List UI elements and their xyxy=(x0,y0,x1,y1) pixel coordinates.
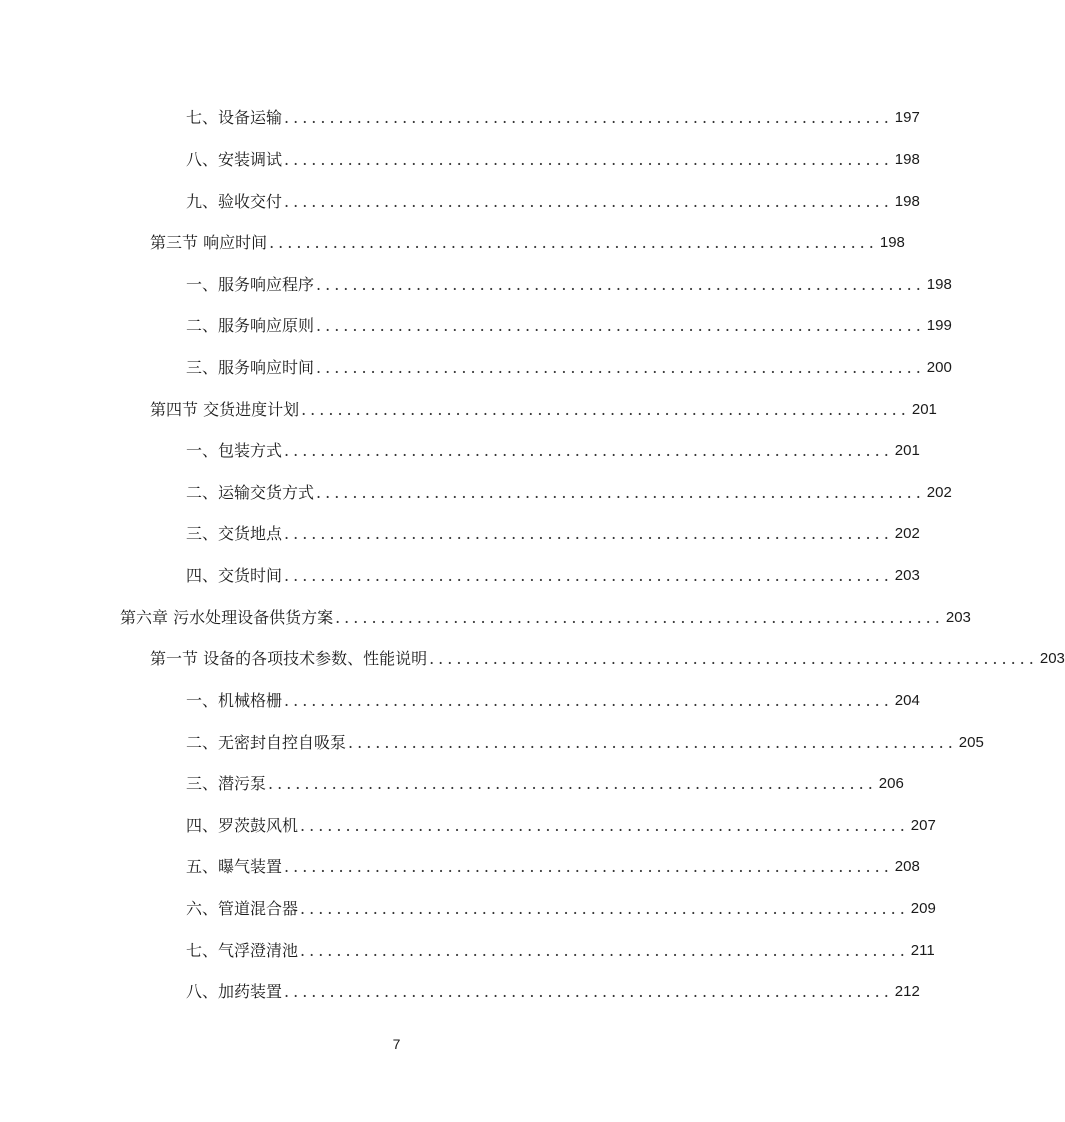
toc-leader-dots: ................................................................... xyxy=(284,150,893,169)
toc-leader-dots: ................................................................... xyxy=(335,608,944,627)
toc-leader-dots: ................................................................... xyxy=(284,982,893,1001)
toc-entry[interactable] xyxy=(186,891,936,919)
toc-entry[interactable] xyxy=(186,184,920,212)
toc-entry-page: 203 xyxy=(945,609,971,626)
toc-entry-page: 204 xyxy=(894,692,920,709)
toc-entry-page: 201 xyxy=(894,442,920,459)
toc-entry-page: 198 xyxy=(879,234,905,251)
toc-entry[interactable] xyxy=(186,433,920,461)
toc-entry-page: 206 xyxy=(878,775,904,792)
toc-entry-title: 八、安装调试 xyxy=(186,150,283,169)
toc-entry-title: 第一节 设备的各项技术参数、性能说明 xyxy=(150,649,428,668)
toc-entry[interactable] xyxy=(186,558,920,586)
toc-entry-page: 200 xyxy=(926,359,952,376)
toc-entry[interactable] xyxy=(186,808,936,836)
toc-leader-dots: ................................................................... xyxy=(284,691,893,710)
toc-leader-dots: ................................................................... xyxy=(316,316,925,335)
toc-entry[interactable] xyxy=(120,600,971,628)
toc-entry[interactable] xyxy=(150,392,937,420)
toc-entry-title: 五、曝气装置 xyxy=(186,857,283,876)
toc-entry-page: 199 xyxy=(926,317,952,334)
toc-entry-title: 第六章 污水处理设备供货方案 xyxy=(120,608,334,627)
toc-leader-dots: ................................................................... xyxy=(316,358,925,377)
toc-entry-title: 一、包装方式 xyxy=(186,441,283,460)
toc-entry[interactable] xyxy=(150,225,905,253)
toc-entry[interactable] xyxy=(186,475,952,503)
toc-entry-title: 七、气浮澄清池 xyxy=(186,941,299,960)
toc-entry-page: 202 xyxy=(894,525,920,542)
toc-entry-page: 203 xyxy=(894,567,920,584)
toc-leader-dots: ................................................................... xyxy=(300,899,909,918)
toc-leader-dots: ................................................................... xyxy=(429,649,1038,668)
toc-entry-page: 198 xyxy=(894,151,920,168)
toc-entry[interactable] xyxy=(186,725,984,753)
toc-leader-dots: ................................................................... xyxy=(301,400,910,419)
toc-leader-dots: ................................................................... xyxy=(284,566,893,585)
toc-entry-title: 三、潜污泵 xyxy=(186,774,267,793)
toc-entry-title: 一、服务响应程序 xyxy=(186,275,315,294)
toc-entry-title: 第三节 响应时间 xyxy=(150,233,268,252)
toc-entry-page: 208 xyxy=(894,858,920,875)
toc-entry-title: 四、罗茨鼓风机 xyxy=(186,816,299,835)
toc-entry-page: 197 xyxy=(894,109,920,126)
toc-entry-page: 201 xyxy=(911,401,937,418)
toc-entry-title: 第四节 交货进度计划 xyxy=(150,400,300,419)
toc-leader-dots: ................................................................... xyxy=(284,192,893,211)
toc-entry-page: 202 xyxy=(926,484,952,501)
toc-entry-title: 三、交货地点 xyxy=(186,524,283,543)
toc-entry[interactable] xyxy=(186,766,904,794)
toc-entry-page: 209 xyxy=(910,900,936,917)
toc-leader-dots: ................................................................... xyxy=(284,108,893,127)
toc-entry[interactable] xyxy=(186,974,920,1002)
toc-entry-page: 211 xyxy=(910,942,935,959)
toc-entry-page: 198 xyxy=(894,193,920,210)
toc-entry[interactable] xyxy=(186,683,920,711)
toc-entry-page: 203 xyxy=(1039,650,1065,667)
toc-entry-title: 二、服务响应原则 xyxy=(186,316,315,335)
toc-leader-dots: ................................................................... xyxy=(268,774,877,793)
toc-entry-title: 九、验收交付 xyxy=(186,192,283,211)
toc-leader-dots: ................................................................... xyxy=(316,483,925,502)
toc-entry-title: 六、管道混合器 xyxy=(186,899,299,918)
toc-entry-title: 二、无密封自控自吸泵 xyxy=(186,733,347,752)
toc-entry[interactable] xyxy=(186,308,952,336)
toc-entry[interactable] xyxy=(150,641,1065,669)
toc-leader-dots: ................................................................... xyxy=(348,733,957,752)
toc-entry-title: 四、交货时间 xyxy=(186,566,283,585)
toc-entry-page: 212 xyxy=(894,983,920,1000)
toc-entry-title: 一、机械格栅 xyxy=(186,691,283,710)
toc-leader-dots: ................................................................... xyxy=(284,524,893,543)
toc-entry[interactable] xyxy=(186,142,920,170)
toc-entry-title: 七、设备运输 xyxy=(186,108,283,127)
toc-entry[interactable] xyxy=(186,849,920,877)
toc-leader-dots: ................................................................... xyxy=(316,275,925,294)
toc-entry-title: 八、加药装置 xyxy=(186,982,283,1001)
toc-leader-dots: ................................................................... xyxy=(300,941,909,960)
toc-entry-page: 207 xyxy=(910,817,936,834)
toc-entry[interactable] xyxy=(186,100,920,128)
page-number: 7 xyxy=(392,1036,401,1052)
toc-entry[interactable] xyxy=(186,350,952,378)
toc-entry-title: 二、运输交货方式 xyxy=(186,483,315,502)
toc-entry[interactable] xyxy=(186,516,920,544)
toc-leader-dots: ................................................................... xyxy=(284,441,893,460)
toc-leader-dots: ................................................................... xyxy=(284,857,893,876)
toc-entry-page: 198 xyxy=(926,276,952,293)
toc-leader-dots: ................................................................... xyxy=(300,816,909,835)
toc-entry[interactable] xyxy=(186,267,952,295)
toc-entry-title: 三、服务响应时间 xyxy=(186,358,315,377)
toc-entry-page: 205 xyxy=(958,734,984,751)
toc-entry[interactable] xyxy=(186,933,935,961)
toc-leader-dots: ................................................................... xyxy=(269,233,878,252)
